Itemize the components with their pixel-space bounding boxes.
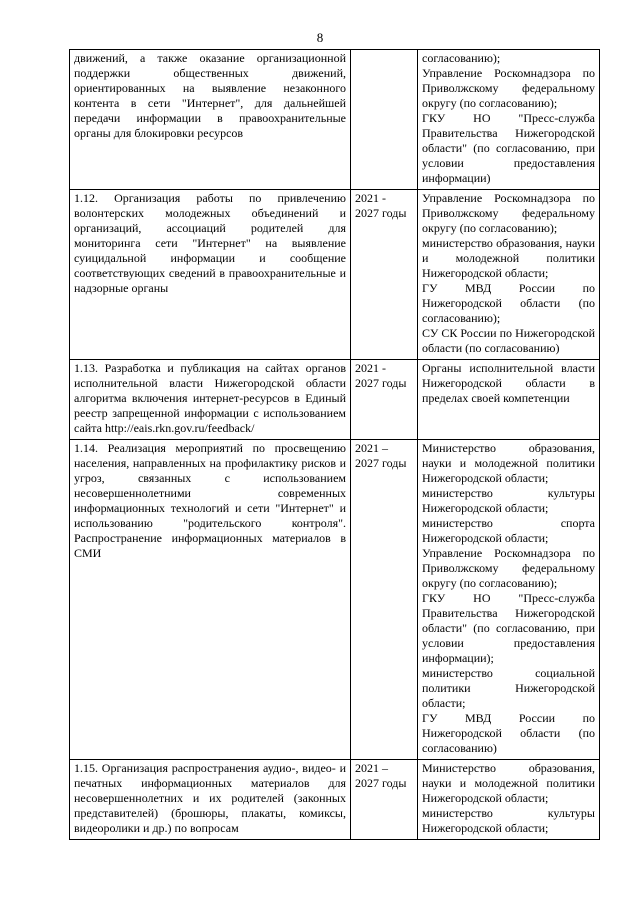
table-row (70, 50, 600, 190)
executor: министерство культуры Нижегородской области; (422, 806, 595, 835)
measure-cell (70, 190, 351, 360)
executors-cell (418, 50, 600, 190)
period-cell (351, 440, 418, 760)
executor: ГКУ НО "Пресс-служба Правительства Нижегородской области" (по согласованию, при условии предоставления информации) (422, 111, 595, 185)
measure-text: 1.15. Организация распространения аудио-, видео- и печатных информационных материалов для несовершеннолетних и их родителей (законных представителей) (брошюры, плакаты, комиксы, видеоролики и др.) по вопросам (74, 761, 346, 835)
period-line-2: 2027 годы (355, 206, 407, 220)
executor: Министерство образования, науки и молодежной политики Нижегородской области; (422, 441, 595, 485)
period-cell (351, 50, 418, 190)
period-cell (351, 190, 418, 360)
measure-text: 1.13. Разработка и публикация на сайтах органов исполнительной власти Нижегородской области алгоритма включения интернет-ресурсов в Единый реестр запрещенной информации с использованием сайта http://eais.rkn.gov.ru/feedback/ (74, 361, 346, 435)
executor: министерство социальной политики Нижегородской области; (422, 666, 595, 710)
period-line-1: 2021 - (355, 191, 386, 205)
period-line-1: 2021 - (355, 361, 386, 375)
table-row (70, 440, 600, 760)
table-row (70, 190, 600, 360)
executor: министерство образования, науки и молодежной политики Нижегородской области; (422, 236, 595, 280)
executor: министерство спорта Нижегородской области; (422, 516, 595, 545)
executor: ГКУ НО "Пресс-служба Правительства Нижегородской области" (по согласованию, при условии предоставления информации); (422, 591, 595, 665)
executor: Управление Роскомнадзора по Приволжскому федеральному округу (по согласованию); (422, 191, 595, 235)
page-number: 8 (316, 30, 324, 45)
period-line-2: 2027 годы (355, 456, 407, 470)
executors-cell (418, 440, 600, 760)
measure-text: 1.14. Реализация мероприятий по просвещению населения, направленных на профилактику рисков и угроз, связанных с использованием несовершеннолетними современных информационных технологий и сети "Интернет" и использованию "родительского контроля". Распространение информационных материалов в СМИ (74, 441, 346, 560)
executor: ГУ МВД России по Нижегородской области (по согласованию) (422, 711, 595, 755)
executor: согласованию); (422, 51, 501, 65)
period-line-1: 2021 – (355, 761, 388, 775)
measure-cell (70, 760, 351, 840)
measure-cell (70, 360, 351, 440)
measure-text: 1.12. Организация работы по привлечению волонтерских молодежных объединений и организаций, ассоциаций родителей для мониторинга сети "Интернет" на выявление суицидальной информации и сообщение соответствующих сведений в правоохранительные и надзорные органы (74, 191, 346, 295)
period-line-2: 2027 годы (355, 376, 407, 390)
measure-cell (70, 50, 351, 190)
period-cell (351, 760, 418, 840)
executors-cell (418, 190, 600, 360)
measure-cell (70, 440, 351, 760)
executor: СУ СК России по Нижегородской области (по согласованию) (422, 326, 595, 355)
period-cell (351, 360, 418, 440)
period-line-1: 2021 – (355, 441, 388, 455)
executors-cell (418, 760, 600, 840)
table-row (70, 360, 600, 440)
executors-cell (418, 360, 600, 440)
period-line-2: 2027 годы (355, 776, 407, 790)
executor: Органы исполнительной власти Нижегородской области в пределах своей компетенции (422, 361, 595, 405)
measures-table (69, 49, 600, 840)
executor: ГУ МВД России по Нижегородской области (по согласованию); (422, 281, 595, 325)
table-row (70, 760, 600, 840)
executor: Управление Роскомнадзора по Приволжскому федеральному округу (по согласованию); (422, 546, 595, 590)
executor: Управление Роскомнадзора по Приволжскому федеральному округу (по согласованию); (422, 66, 595, 110)
executor: министерство культуры Нижегородской области; (422, 486, 595, 515)
measure-text: движений, а также оказание организационной поддержки общественных движений, ориентированных на выявление незаконного контента в сети "Интернет", для дальнейшей передачи информации в правоохранительные органы для блокировки ресурсов (74, 51, 346, 140)
executor: Министерство образования, науки и молодежной политики Нижегородской области; (422, 761, 595, 805)
